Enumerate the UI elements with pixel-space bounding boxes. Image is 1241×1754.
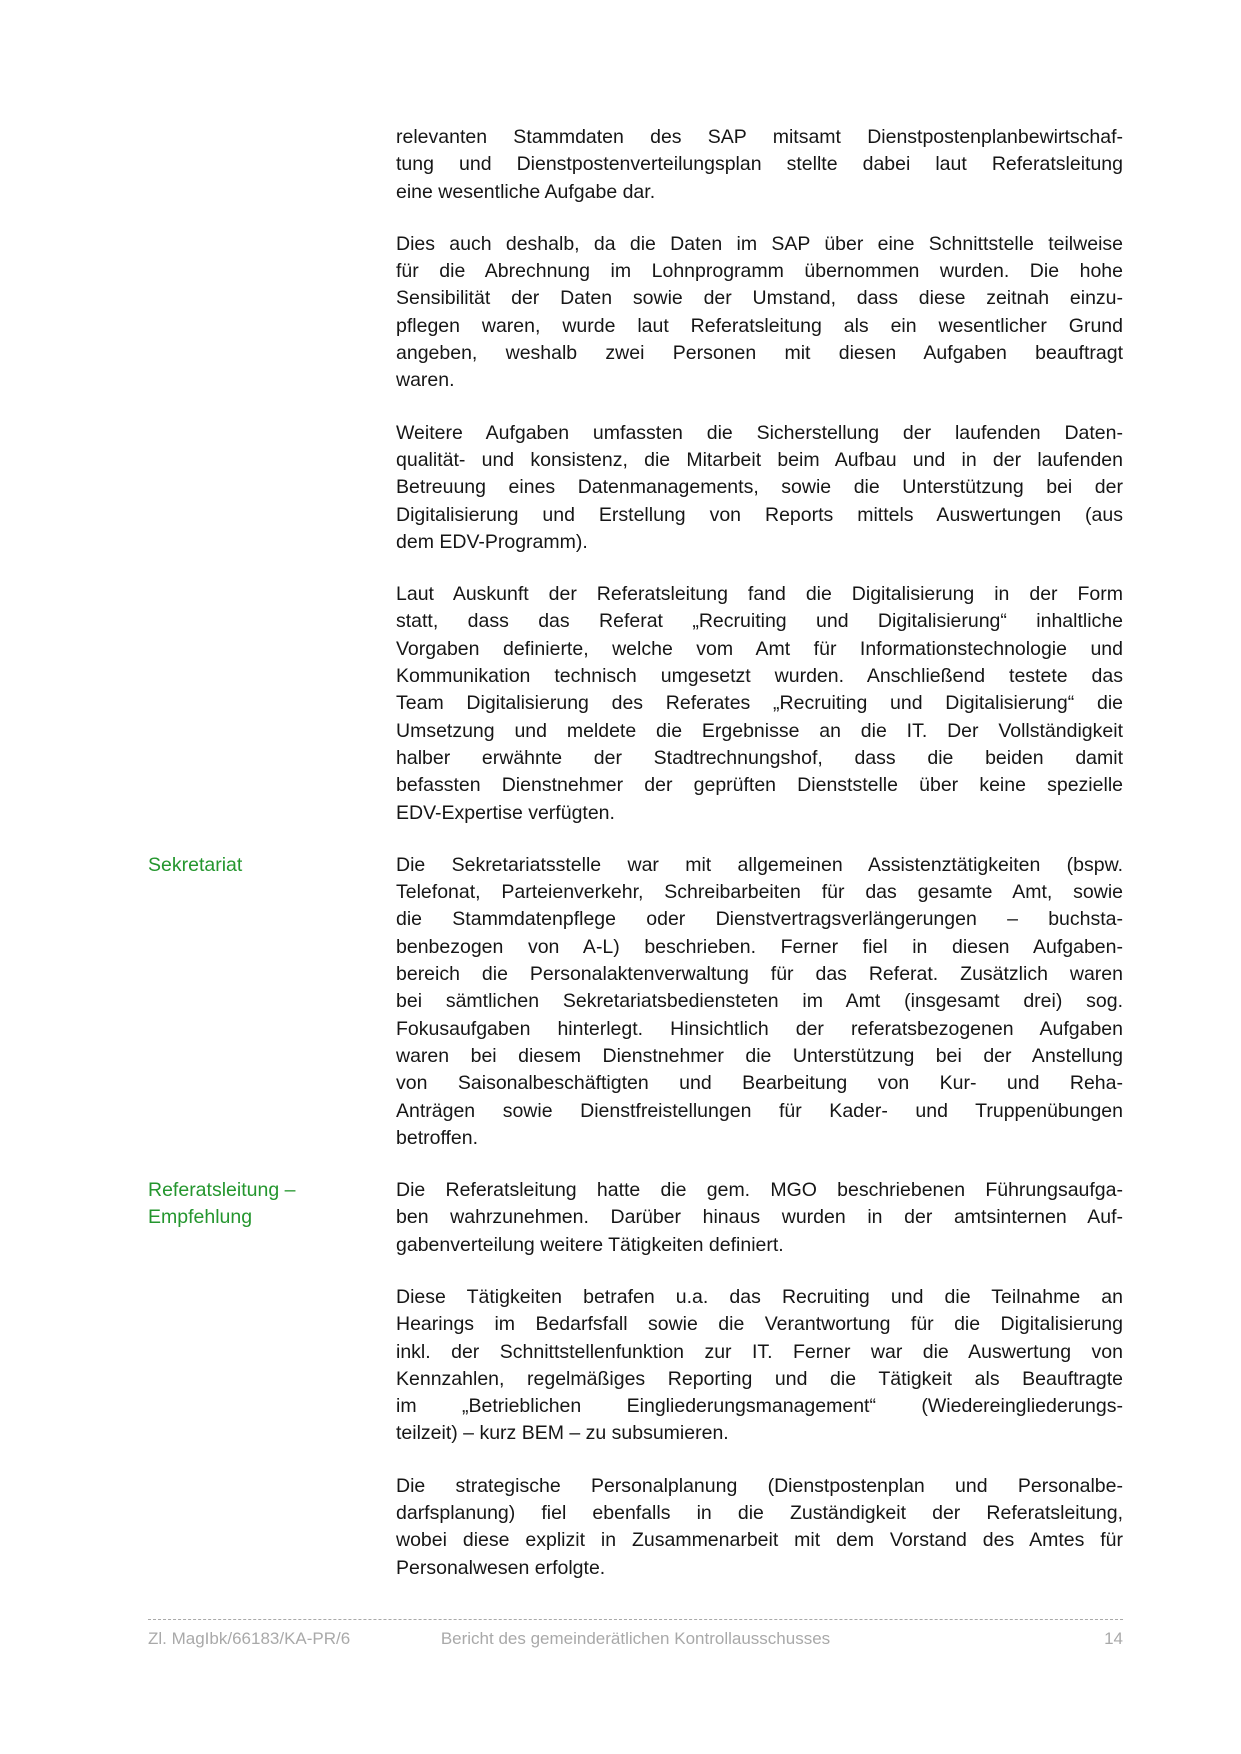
paragraph: [396, 124, 1123, 206]
paragraph-line: qualität- und konsistenz, die Mitarbeit beim Aufbau und in der laufenden: [396, 448, 1123, 471]
paragraph-line: Die Sekretariatsstelle war mit allgemeinen Assistenztätigkeiten (bspw.: [396, 853, 1123, 876]
footer-page-number: 14: [1104, 1629, 1123, 1648]
margin-label-line: Sekretariat: [148, 853, 243, 876]
paragraph: [396, 1473, 1123, 1582]
paragraph-line: waren.: [396, 369, 455, 392]
paragraph-line: angeben, weshalb zwei Personen mit diesen Aufgaben beauftragt: [396, 342, 1123, 365]
paragraph-line: waren bei diesem Dienstnehmer die Unterstützung bei der Anstellung: [396, 1044, 1123, 1067]
section-row: [148, 231, 1123, 395]
paragraph-line: Laut Auskunft der Referatsleitung fand die Digitalisierung in der Form: [396, 583, 1123, 606]
paragraph-line: eine wesentliche Aufgabe dar.: [396, 180, 656, 203]
paragraph-line: Umsetzung und meldete die Ergebnisse an die IT. Der Vollständigkeit: [396, 719, 1123, 742]
footer-row: [148, 1629, 1123, 1651]
paragraph-line: dem EDV-Programm).: [396, 530, 588, 553]
paragraph-line: EDV-Expertise verfügten.: [396, 801, 615, 824]
paragraph-line: Kennzahlen, regelmäßiges Reporting und die Tätigkeit als Beauftragte: [396, 1367, 1123, 1390]
margin-label: [148, 852, 396, 879]
paragraph-line: Sensibilität der Daten sowie der Umstand, dass diese zeitnah einzu-: [396, 287, 1123, 310]
paragraph: [396, 420, 1123, 556]
paragraph-line: Betreuung eines Datenmanagements, sowie die Unterstützung bei der: [396, 476, 1123, 499]
paragraph-line: teilzeit) – kurz BEM – zu subsumieren.: [396, 1422, 729, 1445]
paragraph-line: betroffen.: [396, 1126, 479, 1149]
paragraph-line: Die Referatsleitung hatte die gem. MGO beschriebenen Führungsaufga-: [396, 1179, 1123, 1202]
paragraph-line: gabenverteilung weitere Tätigkeiten definiert.: [396, 1233, 784, 1256]
paragraph-line: Anträgen sowie Dienstfreistellungen für Kader- und Truppenübungen: [396, 1099, 1123, 1122]
section-row: [148, 1473, 1123, 1582]
paragraph-line: Dies auch deshalb, da die Daten im SAP über eine Schnittstelle teilweise: [396, 232, 1123, 255]
paragraph-line: Weitere Aufgaben umfassten die Sicherstellung der laufenden Daten-: [396, 421, 1123, 444]
paragraph-line: bei sämtlichen Sekretariatsbediensteten im Amt (insgesamt drei) sog.: [396, 990, 1123, 1013]
paragraph-line: ben wahrzunehmen. Darüber hinaus wurden in der amtsinternen Auf-: [396, 1206, 1123, 1229]
section-row: [148, 1284, 1123, 1448]
paragraph-line: halber erwähnte der Stadtrechnungshof, dass die beiden damit: [396, 746, 1123, 769]
paragraph-line: Diese Tätigkeiten betrafen u.a. das Recruiting und die Teilnahme an: [396, 1285, 1123, 1308]
paragraph: [396, 581, 1123, 827]
paragraph-line: darfsplanung) fiel ebenfalls in die Zuständigkeit der Referatsleitung,: [396, 1502, 1123, 1525]
section-row: [148, 124, 1123, 206]
paragraph-line: wobei diese explizit in Zusammenarbeit mit dem Vorstand des Amtes für: [396, 1529, 1123, 1552]
section-row: [148, 852, 1123, 1152]
paragraph-line: statt, dass das Referat „Recruiting und Digitalisierung“ inhaltliche: [396, 610, 1123, 633]
margin-label-line: Referatsleitung –: [148, 1179, 296, 1202]
section-row: [148, 581, 1123, 827]
section-row: [148, 420, 1123, 556]
section-row: [148, 1177, 1123, 1259]
paragraph-line: für die Abrechnung im Lohnprogramm übernommen wurden. Die hohe: [396, 260, 1123, 283]
paragraph-line: Telefonat, Parteienverkehr, Schreibarbeiten für das gesamte Amt, sowie: [396, 881, 1123, 904]
paragraph-line: benbezogen von A-L) beschrieben. Ferner fiel in diesen Aufgaben-: [396, 935, 1123, 958]
paragraph-line: von Saisonalbeschäftigten und Bearbeitung von Kur- und Reha-: [396, 1072, 1123, 1095]
paragraph-line: im „Betrieblichen Eingliederungsmanagement“ (Wiedereingliederungs-: [396, 1395, 1123, 1418]
paragraph-line: die Stammdatenpflege oder Dienstvertragsverlängerungen – buchsta-: [396, 908, 1123, 931]
paragraph-line: Die strategische Personalplanung (Dienstpostenplan und Personalbe-: [396, 1474, 1123, 1497]
paragraph-line: relevanten Stammdaten des SAP mitsamt Dienstpostenplanbewirtschaf-: [396, 126, 1123, 148]
paragraph-line: Vorgaben definierte, welche vom Amt für Informationstechnologie und: [396, 637, 1123, 660]
paragraph-line: pflegen waren, wurde laut Referatsleitung als ein wesentlicher Grund: [396, 314, 1123, 337]
paragraph-line: Personalwesen erfolgte.: [396, 1556, 606, 1579]
footer-report-title: Bericht des gemeinderätlichen Kontrollausschusses: [440, 1629, 831, 1648]
margin-label: [148, 1177, 396, 1232]
paragraph: [396, 1284, 1123, 1448]
paragraph: [396, 1177, 1123, 1259]
paragraph: [396, 231, 1123, 395]
paragraph-line: Hearings im Bedarfsfall sowie die Verantwortung für die Digitalisierung: [396, 1313, 1123, 1336]
document-body: [148, 124, 1123, 1607]
paragraph-line: Team Digitalisierung des Referates „Recruiting und Digitalisierung“ die: [396, 692, 1123, 715]
footer-reference-number: Zl. MagIbk/66183/KA-PR/6: [148, 1629, 351, 1648]
paragraph-line: Digitalisierung und Erstellung von Reports mittels Auswertungen (aus: [396, 503, 1123, 526]
paragraph-line: befassten Dienstnehmer der geprüften Dienststelle über keine spezielle: [396, 774, 1123, 797]
paragraph-line: inkl. der Schnittstellenfunktion zur IT. Ferner war die Auswertung von: [396, 1340, 1123, 1363]
page-footer: [148, 1619, 1123, 1651]
paragraph-line: tung und Dienstpostenverteilungsplan stellte dabei laut Referatsleitung: [396, 153, 1123, 176]
paragraph: [396, 852, 1123, 1152]
paragraph-line: Fokusaufgaben hinterlegt. Hinsichtlich der referatsbezogenen Aufgaben: [396, 1017, 1123, 1040]
paragraph-line: bereich die Personalaktenverwaltung für das Referat. Zusätzlich waren: [396, 963, 1123, 986]
margin-label-line: Empfehlung: [148, 1206, 253, 1229]
paragraph-line: Kommunikation technisch umgesetzt wurden. Anschließend testete das: [396, 665, 1123, 688]
